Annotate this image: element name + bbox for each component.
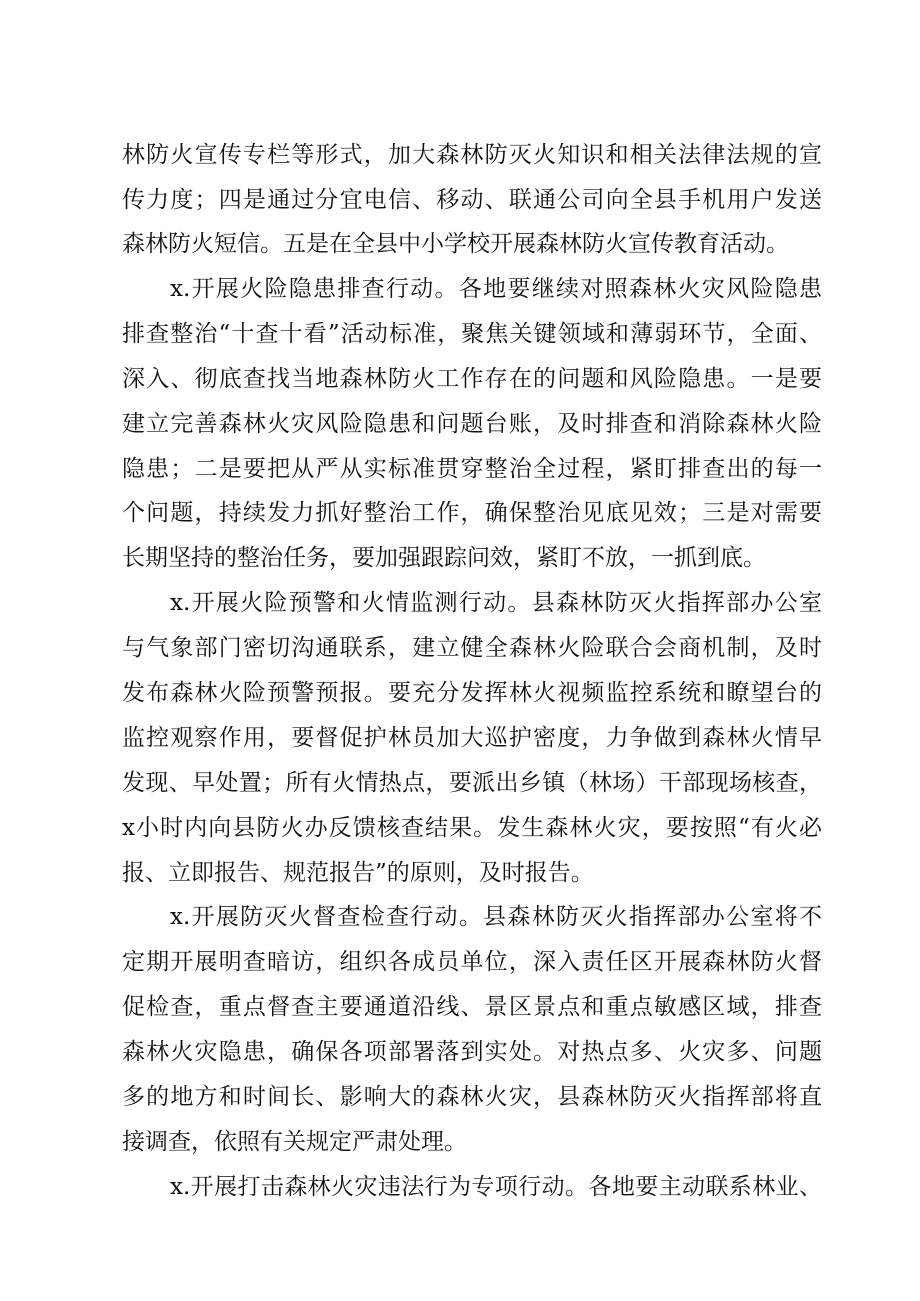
text-line: 发布森林火险预警预报。要充分发挥林火视频监控系统和瞭望台的: [122, 680, 822, 706]
text-line: 发现、早处置；所有火情热点，要派出乡镇（林场）干部现场核查，: [122, 770, 822, 796]
text-line: 森林火灾隐患，确保各项部署落到实处。对热点多、火灾多、问题: [122, 1039, 822, 1065]
text-line: 深入、彻底查找当地森林防火工作存在的问题和风险隐患。一是要: [122, 366, 822, 392]
text-line: x.开展火险预警和火情监测行动。县森林防灭火指挥部办公室: [170, 590, 822, 616]
text-line: 隐患；二是要把从严从实标准贯穿整治全过程，紧盯排查出的每一: [122, 456, 822, 482]
text-line: 个问题，持续发力抓好整治工作，确保整治见底见效；三是对需要: [122, 500, 822, 526]
text-line: 排查整治“十查十看”活动标准，聚焦关键领域和薄弱环节，全面、: [122, 321, 822, 347]
text-line: x.开展火险隐患排查行动。各地要继续对照森林火灾风险隐患: [170, 276, 822, 302]
text-line: 多的地方和时间长、影响大的森林火灾，县森林防灭火指挥部将直: [122, 1084, 822, 1110]
text-line: 促检查，重点督查主要通道沿线、景区景点和重点敏感区域，排查: [122, 994, 822, 1020]
text-line: 建立完善森林火灾风险隐患和问题台账，及时排查和消除森林火险: [122, 411, 822, 437]
text-line: 传力度；四是通过分宜电信、移动、联通公司向全县手机用户发送: [122, 187, 822, 213]
text-line: x.开展防灭火督查检查行动。县森林防灭火指挥部办公室将不: [170, 904, 822, 930]
text-line: 林防火宣传专栏等形式，加大森林防灭火知识和相关法律法规的宣: [122, 142, 822, 168]
text-line: x小时内向县防火办反馈核查结果。发生森林火灾，要按照“有火必: [122, 815, 822, 841]
text-line: 定期开展明查暗访，组织各成员单位，深入责任区开展森林防火督: [122, 949, 822, 975]
text-line: x.开展打击森林火灾违法行为专项行动。各地要主动联系林业、: [170, 1174, 822, 1200]
text-line: 长期坚持的整治任务，要加强跟踪问效，紧盯不放，一抓到底。: [122, 545, 766, 571]
text-line: 接调查，依照有关规定严肃处理。: [122, 1129, 467, 1155]
text-line: 监控观察作用，要督促护林员加大巡护密度，力争做到森林火情早: [122, 725, 822, 751]
text-line: 与气象部门密切沟通联系，建立健全森林火险联合会商机制，及时: [122, 635, 822, 661]
text-line: 森林防火短信。五是在全县中小学校开展森林防火宣传教育活动。: [122, 231, 789, 257]
text-line: 报、立即报告、规范报告”的原则，及时报告。: [122, 860, 594, 886]
